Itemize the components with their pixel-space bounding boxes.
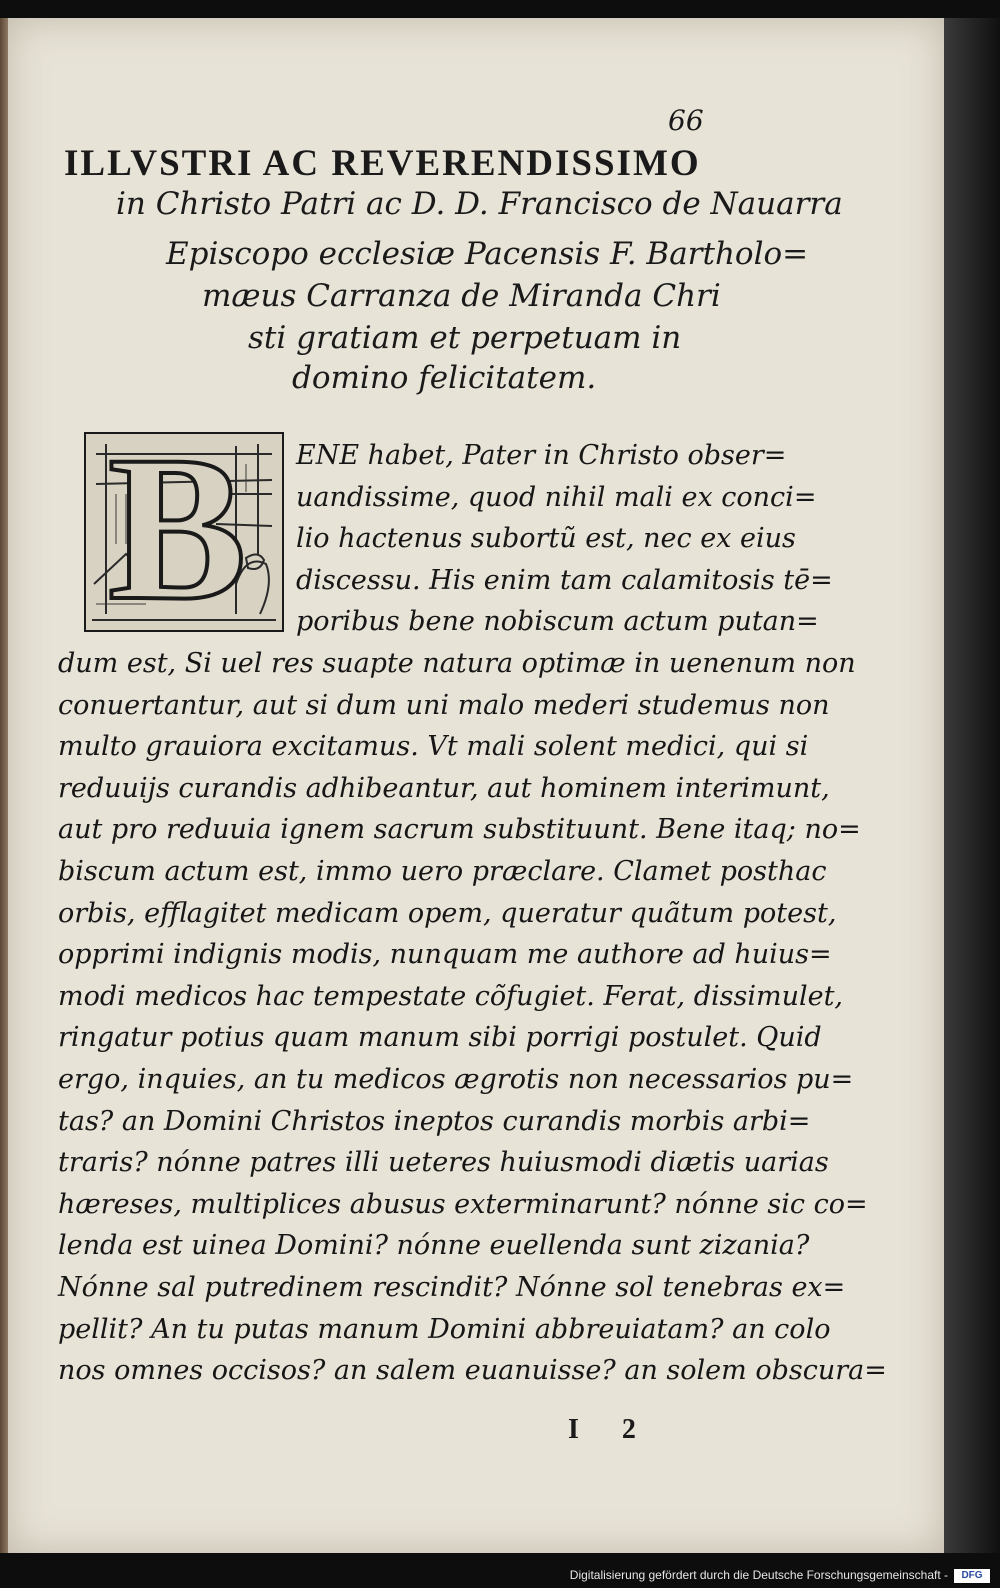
dedication-line: Episcopo ecclesiæ Pacensis F. Bartholo=: [166, 236, 809, 272]
body-line: uandissime, quod nihil mali ex conci=: [296, 482, 817, 513]
book-edge-right: [944, 18, 1000, 1553]
signature-mark: I 2: [568, 1414, 654, 1445]
body-line: discessu. His enim tam calamitosis tē=: [296, 565, 833, 596]
body-line: aut pro reduuia ignem sacrum substituunt. Bene itaq; no=: [58, 814, 861, 845]
body-line: lio hactenus subortũ est, nec ex eius: [296, 523, 796, 554]
dedication-line: domino felicitatem.: [292, 360, 597, 396]
dedication-line: sti gratiam et perpetuam in: [248, 320, 682, 356]
body-line: lenda est uinea Domini? nónne euellenda sunt zizania?: [58, 1230, 810, 1261]
page-number: 66: [668, 104, 704, 137]
initial-letter: B: [108, 432, 247, 632]
dedication-line: mæus Carranza de Miranda Chri: [202, 278, 721, 314]
decorated-initial: [84, 432, 284, 632]
body-line: reduuijs curandis adhibeantur, aut hominem interimunt,: [58, 773, 830, 804]
body-line: nos omnes occisos? an salem euanuisse? an solem obscura=: [58, 1355, 887, 1386]
body-line: ergo, inquies, an tu medicos ægrotis non necessarios pu=: [58, 1064, 854, 1095]
body-line: modi medicos hac tempestate cõfugiet. Ferat, dissimulet,: [58, 981, 844, 1012]
body-line: orbis, efflagitet medicam opem, queratur quãtum potest,: [58, 898, 837, 929]
body-line: ringatur potius quam manum sibi porrigi postulet. Quid: [58, 1022, 822, 1053]
body-line: pellit? An tu putas manum Domini abbreuiatam? an colo: [58, 1314, 831, 1345]
body-line: traris? nónne patres illi ueteres huiusmodi diætis uarias: [58, 1147, 829, 1178]
body-line: dum est, Si uel res suapte natura optimæ in uenenum non: [58, 648, 856, 679]
body-line: poribus bene nobiscum actum putan=: [296, 606, 819, 637]
body-line: hæreses, multiplices abusus exterminarunt? nónne sic co=: [58, 1189, 868, 1220]
body-line: conuertantur, aut si dum uni malo mederi studemus non: [58, 690, 830, 721]
dfg-logo: DFG: [954, 1569, 990, 1583]
body-line: ENE habet, Pater in Christo obser=: [296, 440, 787, 471]
body-line: opprimi indignis modis, nunquam me authore ad huius=: [58, 939, 832, 970]
dedication-title-caps: ILLVSTRI AC REVERENDISSIMO: [64, 143, 701, 184]
digitization-credit: Digitalisierung gefördert durch die Deutsche Forschungsgemeinschaft -: [569, 1568, 948, 1582]
dedication-line: in Christo Patri ac D. D. Francisco de Nauarra: [116, 186, 843, 222]
body-line: Nónne sal putredinem rescindit? Nónne sol tenebras ex=: [58, 1272, 846, 1303]
body-line: tas? an Domini Christos ineptos curandis morbis arbi=: [58, 1106, 811, 1137]
body-line: multo grauiora excitamus. Vt mali solent medici, qui si: [58, 731, 809, 762]
body-line: biscum actum est, immo uero præclare. Clamet posthac: [58, 856, 827, 887]
